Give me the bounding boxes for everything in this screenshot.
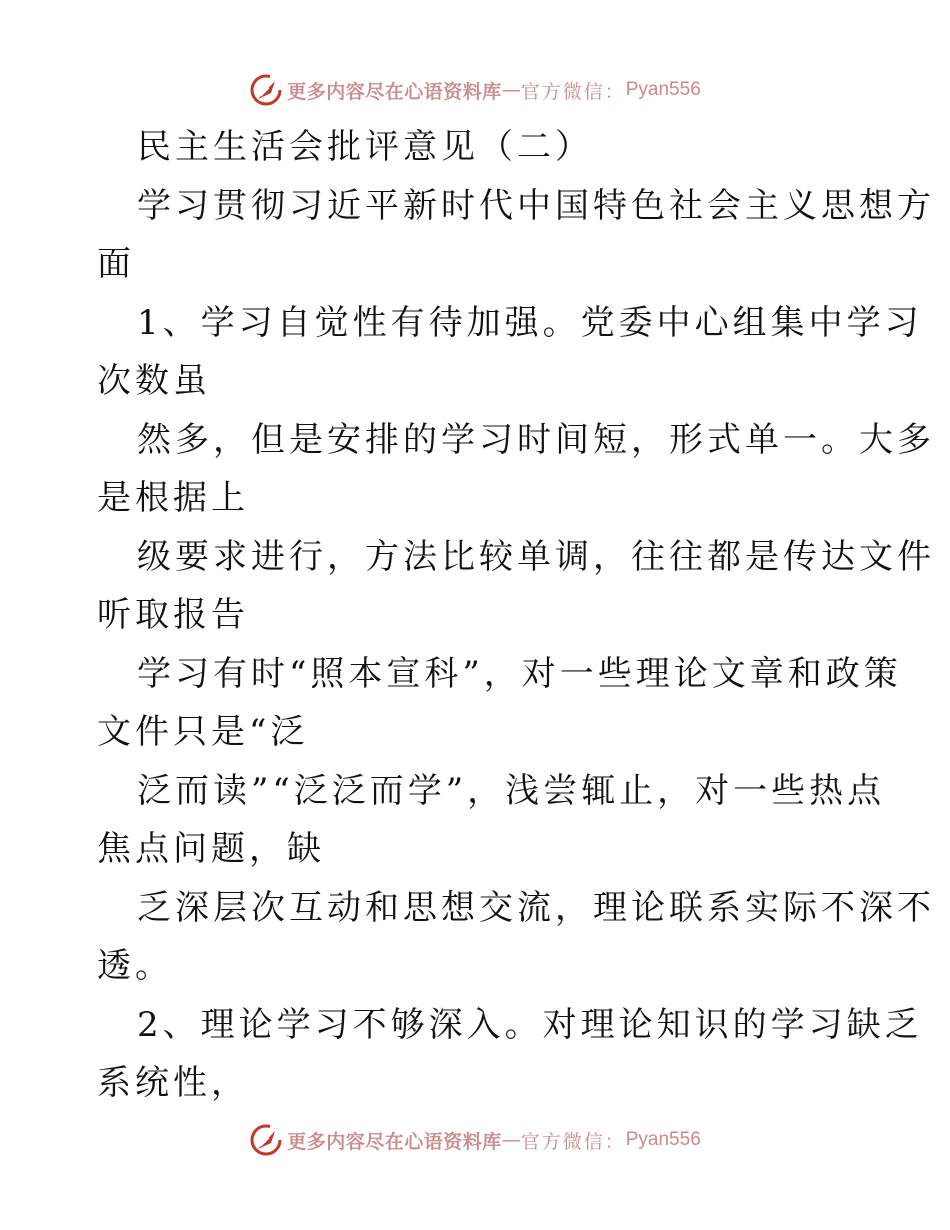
paragraph-line: 是根据上 — [97, 478, 249, 518]
paragraph-line: 文件只是“泛 — [97, 712, 309, 752]
footer-watermark — [0, 1120, 950, 1160]
paragraph-line: 级要求进行，方法比较单调，往往都是传达文件 — [137, 536, 935, 577]
quill-logo-icon — [249, 73, 283, 107]
document-title: 民主生活会批评意见（二） — [137, 127, 593, 167]
watermark-official-label: 官方微信： — [520, 80, 626, 103]
watermark-official-label: 官方微信： — [520, 1130, 626, 1153]
paragraph-line: 次数虽 — [97, 361, 211, 401]
paragraph-line: 然多，但是安排的学习时间短，形式单一。大多 — [137, 419, 935, 460]
paragraph-line: 1、学习自觉性有待加强。党委中心组集中学习 — [137, 302, 923, 343]
section-heading-continued: 面 — [97, 244, 135, 284]
paragraph-line: 乏深层次互动和思想交流，理论联系实际不深不 — [137, 887, 935, 928]
paragraph-line: 学习有时“照本宣科”，对一些理论文章和政策 — [137, 653, 902, 694]
paragraph-line: 焦点问题，缺 — [97, 829, 325, 869]
section-heading: 学习贯彻习近平新时代中国特色社会主义思想方 — [137, 185, 935, 226]
paragraph-line: 系统性， — [97, 1063, 249, 1103]
watermark-account: Pyan556 — [625, 79, 701, 100]
watermark-separator: — — [501, 1129, 521, 1151]
paragraph-line: 泛而读”“泛泛而学”，浅尝辄止，对一些热点 — [137, 770, 886, 811]
watermark-separator: — — [501, 79, 521, 101]
watermark-account: Pyan556 — [625, 1129, 701, 1150]
paragraph-line: 2、理论学习不够深入。对理论知识的学习缺乏 — [137, 1004, 923, 1045]
paragraph-line: 听取报告 — [97, 595, 249, 635]
watermark-brand: 更多内容尽在心语资料库 — [287, 1130, 502, 1153]
header-watermark — [0, 70, 950, 110]
document-body — [97, 118, 935, 1113]
quill-logo-icon — [249, 1123, 283, 1157]
watermark-brand: 更多内容尽在心语资料库 — [287, 80, 502, 103]
paragraph-line: 透。 — [97, 946, 173, 986]
